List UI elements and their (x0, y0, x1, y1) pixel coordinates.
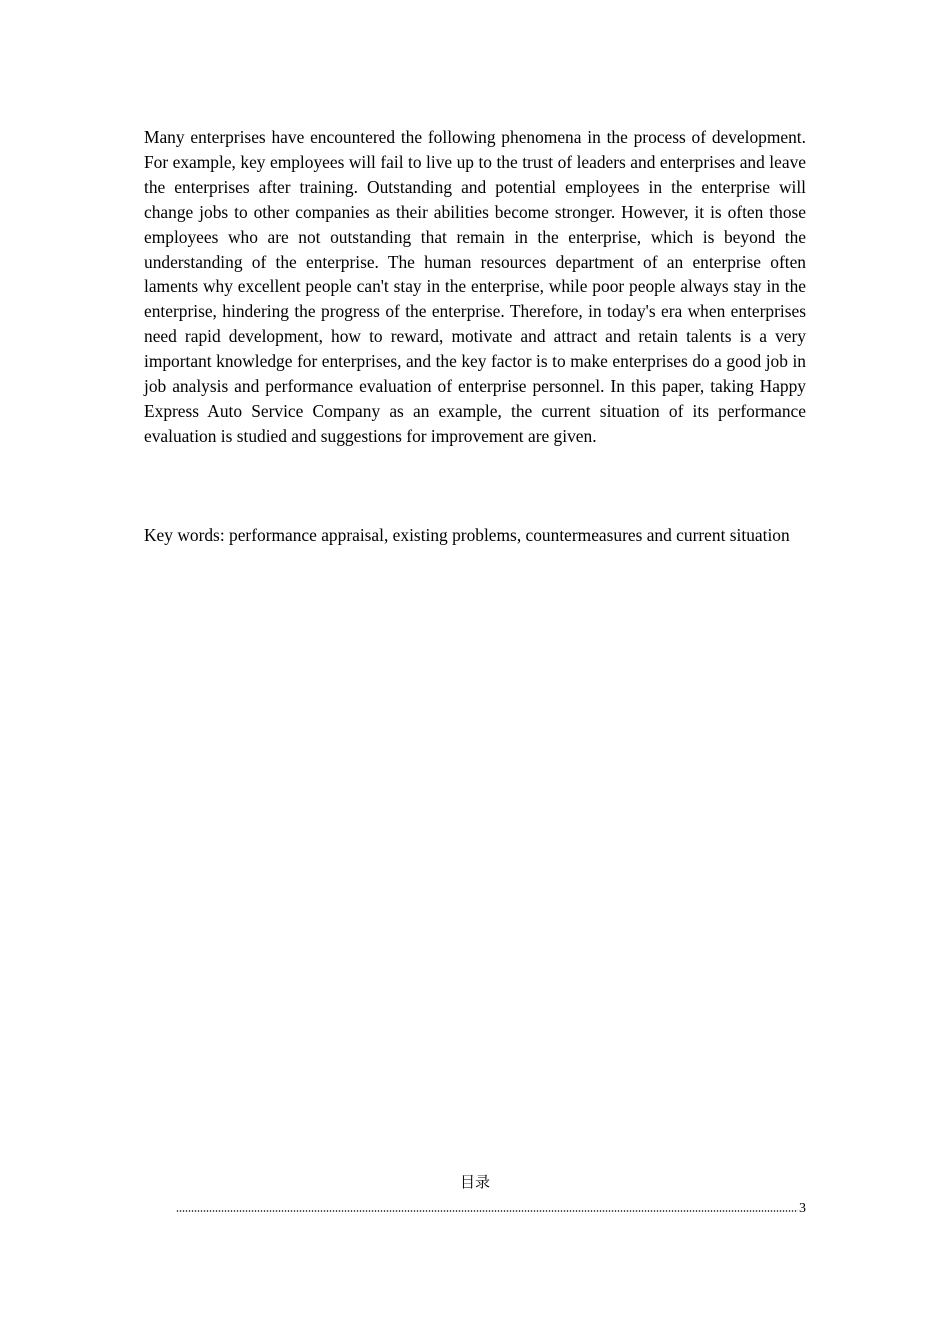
toc-entry[interactable] (176, 1198, 806, 1218)
toc-dot-leader (176, 1209, 798, 1213)
toc-title: 目录 (459, 1173, 490, 1191)
toc-page-number: 3 (799, 1201, 806, 1216)
keywords-paragraph: Key words: performance appraisal, existing problems, countermeasures and current situation (144, 525, 790, 545)
abstract-paragraph: Many enterprises have encountered the following phenomena in the process of development. For example, key employees will fail to live up to the trust of leaders and enterprises and leave the enterprises after training. Outstanding and potential employees in the enterprise will change jobs to other companies as their abilities become stronger. However, it is often those employees who are not outstanding that remain in the enterprise, which is beyond the understanding of the enterprise. The human resources department of an enterprise often laments why excellent people can't stay in the enterprise, while poor people always stay in the enterprise, hindering the progress of the enterprise. Therefore, in today's era when enterprises need rapid development, how to reward, motivate and attract and retain talents is a very important knowledge for enterprises, and the key factor is to make enterprises do a good job in job analysis and performance evaluation of enterprise personnel. In this paper, taking Happy Express Auto Service Company as an example, the current situation of its performance evaluation is studied and suggestions for improvement are given. (144, 127, 806, 446)
